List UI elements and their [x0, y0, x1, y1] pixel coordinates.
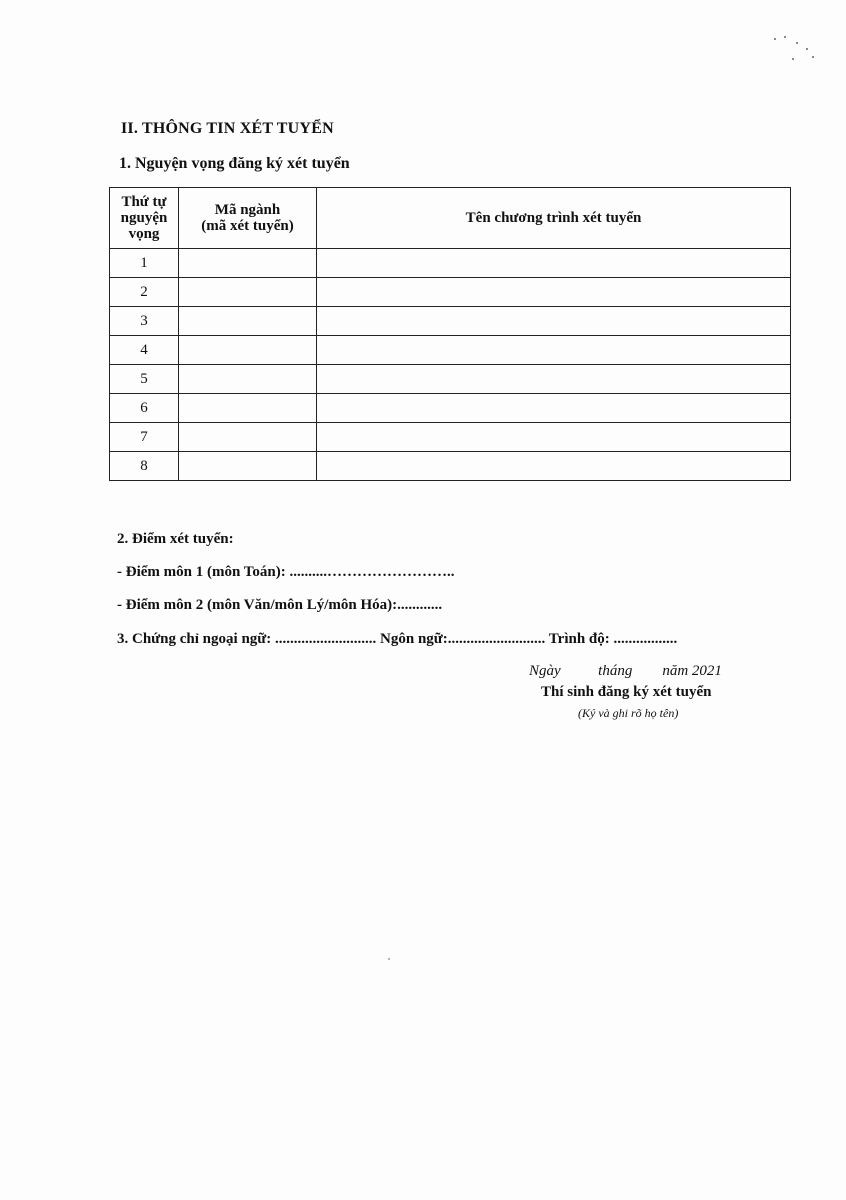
- row-program-cell[interactable]: [317, 452, 791, 481]
- header-program: Tên chương trình xét tuyển: [317, 188, 791, 249]
- row-number: 7: [110, 423, 179, 452]
- row-number: 3: [110, 307, 179, 336]
- signature-title: Thí sinh đăng ký xét tuyển: [541, 684, 712, 700]
- header-code: [179, 188, 317, 249]
- table-row: [110, 365, 791, 394]
- header-code-line: (mã xét tuyển): [201, 218, 294, 234]
- scores-title: 2. Điểm xét tuyển:: [117, 531, 234, 547]
- row-number: 4: [110, 336, 179, 365]
- row-number: 5: [110, 365, 179, 394]
- scan-specks: [770, 34, 820, 74]
- row-number: 6: [110, 394, 179, 423]
- row-code-cell[interactable]: [179, 365, 317, 394]
- row-code-cell[interactable]: [179, 307, 317, 336]
- row-number: 2: [110, 278, 179, 307]
- table-header-row: [110, 188, 791, 249]
- row-program-cell[interactable]: [317, 278, 791, 307]
- table-row: [110, 423, 791, 452]
- score-subject-2: - Điểm môn 2 (môn Văn/môn Lý/môn Hóa):............: [117, 597, 443, 613]
- table-row: [110, 336, 791, 365]
- row-program-cell[interactable]: [317, 336, 791, 365]
- row-code-cell[interactable]: [179, 452, 317, 481]
- header-order-line: Thứ tự: [121, 194, 167, 210]
- table-row: [110, 394, 791, 423]
- row-program-cell[interactable]: [317, 307, 791, 336]
- row-program-cell[interactable]: [317, 249, 791, 278]
- row-number: 1: [110, 249, 179, 278]
- header-code-line: Mã ngành: [214, 202, 281, 218]
- wishes-title: 1. Nguyện vọng đăng ký xét tuyển: [119, 155, 350, 172]
- wishes-table: [109, 187, 791, 481]
- signature-date: Ngày tháng năm 2021: [529, 663, 722, 679]
- table-row: [110, 307, 791, 336]
- row-program-cell[interactable]: [317, 394, 791, 423]
- table-row: [110, 452, 791, 481]
- header-order: [110, 188, 179, 249]
- row-code-cell[interactable]: [179, 336, 317, 365]
- table-row: [110, 278, 791, 307]
- row-code-cell[interactable]: [179, 423, 317, 452]
- row-code-cell[interactable]: [179, 394, 317, 423]
- score-subject-1: - Điểm môn 1 (môn Toán): ..........……………………..: [117, 564, 455, 580]
- row-program-cell[interactable]: [317, 365, 791, 394]
- certificate-line: 3. Chứng chỉ ngoại ngữ: ........................... Ngôn ngữ:.......................... Trình độ: .................: [117, 631, 678, 647]
- section-title: II. THÔNG TIN XÉT TUYỂN: [121, 120, 334, 137]
- row-program-cell[interactable]: [317, 423, 791, 452]
- scan-speck: [388, 958, 390, 960]
- row-code-cell[interactable]: [179, 278, 317, 307]
- signature-note: (Ký và ghi rõ họ tên): [578, 706, 679, 720]
- table-row: [110, 249, 791, 278]
- header-order-line: vọng: [128, 226, 160, 242]
- row-code-cell[interactable]: [179, 249, 317, 278]
- row-number: 8: [110, 452, 179, 481]
- header-order-line: nguyện: [120, 210, 168, 226]
